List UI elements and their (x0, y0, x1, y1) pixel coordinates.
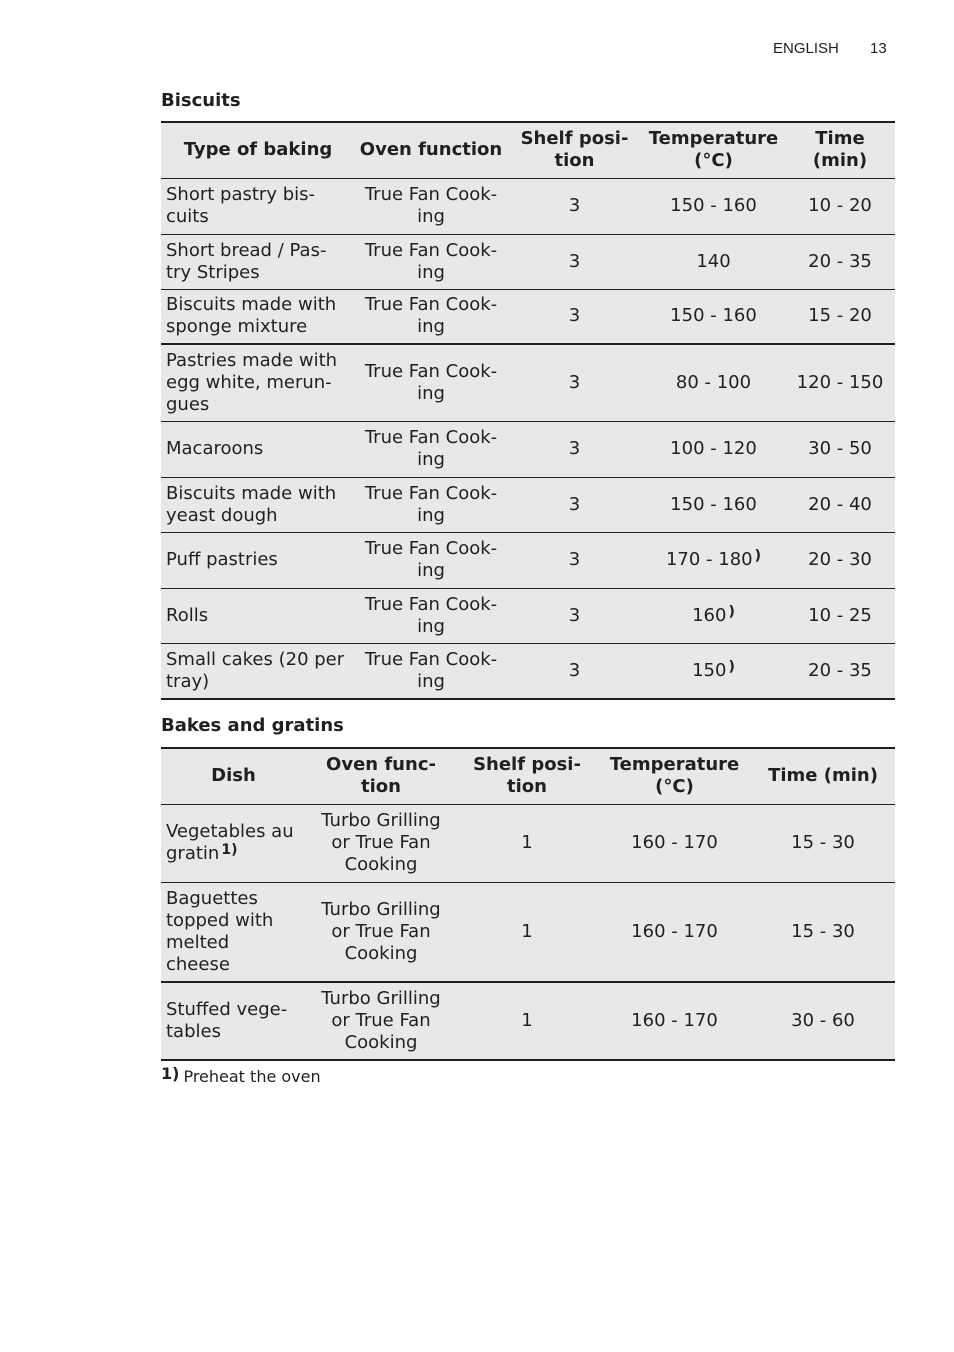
temperature-cell: 160 - 170 (598, 882, 751, 982)
temperature-value: 150 - 160 (670, 305, 757, 327)
biscuits-table (161, 121, 895, 700)
table-header-row (161, 748, 895, 804)
shelf-position-cell: 1 (456, 982, 598, 1060)
table-row (161, 588, 895, 643)
table-row (161, 178, 895, 234)
dish-cell (161, 882, 306, 982)
type-of-baking-cell: Rolls (161, 588, 355, 643)
oven-function-cell: True Fan Cook- ing (355, 289, 507, 344)
temperature-footnote-mark: ) (728, 603, 735, 620)
oven-function-cell: True Fan Cook- ing (355, 344, 507, 421)
shelf-position-cell: 3 (507, 289, 642, 344)
type-of-baking-cell: Short pastry bis- cuits (161, 178, 355, 234)
column-header: Time (min) (751, 748, 895, 804)
time-cell: 15 - 30 (751, 882, 895, 982)
temperature-cell (642, 178, 785, 234)
footnote-text: Preheat the oven (183, 1067, 321, 1086)
table-row (161, 804, 895, 882)
column-header: Temperature (°C) (598, 748, 751, 804)
shelf-position-cell: 1 (456, 804, 598, 882)
shelf-position-cell: 3 (507, 588, 642, 643)
column-header: Shelf posi- tion (456, 748, 598, 804)
column-header: Type of baking (161, 122, 355, 178)
temperature-value: 150 - 160 (670, 195, 757, 216)
time-cell: 20 - 35 (785, 643, 895, 699)
column-header: Shelf posi- tion (507, 122, 642, 178)
type-of-baking-cell: Short bread / Pas- try Stripes (161, 234, 355, 289)
oven-function-cell: True Fan Cook- ing (355, 421, 507, 477)
table-row (161, 982, 895, 1060)
footnote-mark: 1) (161, 1064, 180, 1083)
dish-name: Baguettes topped with melted cheese (166, 887, 274, 975)
oven-function-cell: True Fan Cook- ing (355, 234, 507, 289)
column-header: Temperature (°C) (642, 122, 785, 178)
time-cell: 20 - 40 (785, 477, 895, 532)
shelf-position-cell: 3 (507, 234, 642, 289)
time-cell: 15 - 20 (785, 289, 895, 344)
table-row (161, 234, 895, 289)
type-of-baking-cell: Biscuits made with sponge mixture (161, 289, 355, 344)
column-header: Dish (161, 748, 306, 804)
temperature-value: 140 (696, 250, 731, 272)
oven-function-cell: True Fan Cook- ing (355, 643, 507, 699)
shelf-position-cell: 3 (507, 477, 642, 532)
time-cell: 20 - 30 (785, 532, 895, 588)
shelf-position-cell: 3 (507, 344, 642, 421)
temperature-footnote-mark: ) (754, 548, 762, 564)
header-language: ENGLISH (773, 40, 839, 57)
type-of-baking-cell: Biscuits made with yeast dough (161, 477, 355, 532)
time-cell: 30 - 50 (785, 421, 895, 477)
type-of-baking-cell: Small cakes (20 per tray) (161, 643, 355, 699)
time-cell: 120 - 150 (785, 344, 895, 421)
type-of-baking-cell: Puff pastries (161, 532, 355, 588)
table-row (161, 882, 895, 982)
temperature-value: 150 (692, 659, 727, 681)
temperature-value: 100 - 120 (670, 438, 757, 459)
oven-function-cell: True Fan Cook- ing (355, 178, 507, 234)
section-title-biscuits: Biscuits (161, 90, 241, 111)
temperature-value: 170 - 180 (665, 549, 753, 570)
oven-function-cell: True Fan Cook- ing (355, 588, 507, 643)
type-of-baking-cell: Macaroons (161, 421, 355, 477)
temperature-cell (642, 234, 785, 289)
temperature-cell (642, 344, 785, 421)
dish-name: Vegetables au gratin (166, 821, 294, 864)
temperature-cell (642, 477, 785, 532)
temperature-cell (642, 588, 785, 643)
temperature-footnote-mark: ) (728, 658, 735, 675)
dish-cell (161, 982, 306, 1060)
table-row (161, 344, 895, 421)
table-row (161, 289, 895, 344)
time-cell: 10 - 20 (785, 178, 895, 234)
oven-function-cell: Turbo Grilling or True Fan Cooking (306, 982, 456, 1060)
temperature-cell (642, 421, 785, 477)
temperature-value: 150 - 160 (670, 493, 757, 515)
time-cell: 30 - 60 (751, 982, 895, 1060)
temperature-cell (642, 289, 785, 344)
shelf-position-cell: 3 (507, 532, 642, 588)
oven-function-cell: True Fan Cook- ing (355, 477, 507, 532)
oven-function-cell: Turbo Grilling or True Fan Cooking (306, 882, 456, 982)
shelf-position-cell: 1 (456, 882, 598, 982)
table-row (161, 421, 895, 477)
table-row (161, 532, 895, 588)
temperature-cell: 160 - 170 (598, 804, 751, 882)
temperature-cell (642, 532, 785, 588)
column-header: Oven function (355, 122, 507, 178)
bakes-table (161, 747, 895, 1061)
dish-footnote-mark: 1) (221, 842, 238, 858)
section-title-bakes: Bakes and gratins (161, 715, 344, 736)
time-cell: 15 - 30 (751, 804, 895, 882)
temperature-value: 160 (692, 604, 727, 626)
type-of-baking-cell: Pastries made with egg white, merun- gues (161, 344, 355, 421)
shelf-position-cell: 3 (507, 421, 642, 477)
footnote (161, 1064, 321, 1086)
temperature-cell: 160 - 170 (598, 982, 751, 1060)
table-row (161, 477, 895, 532)
shelf-position-cell: 3 (507, 178, 642, 234)
page-number: 13 (870, 40, 887, 57)
time-cell: 20 - 35 (785, 234, 895, 289)
oven-function-cell: True Fan Cook- ing (355, 532, 507, 588)
time-cell: 10 - 25 (785, 588, 895, 643)
page-header (760, 38, 894, 60)
temperature-cell (642, 643, 785, 699)
temperature-value: 80 - 100 (675, 371, 752, 393)
table-header-row (161, 122, 895, 178)
dish-cell (161, 804, 306, 882)
dish-name: Stuffed vege- tables (166, 999, 288, 1042)
oven-function-cell: Turbo Grilling or True Fan Cooking (306, 804, 456, 882)
shelf-position-cell: 3 (507, 643, 642, 699)
table-row (161, 643, 895, 699)
column-header: Oven func- tion (306, 748, 456, 804)
column-header: Time (min) (785, 122, 895, 178)
